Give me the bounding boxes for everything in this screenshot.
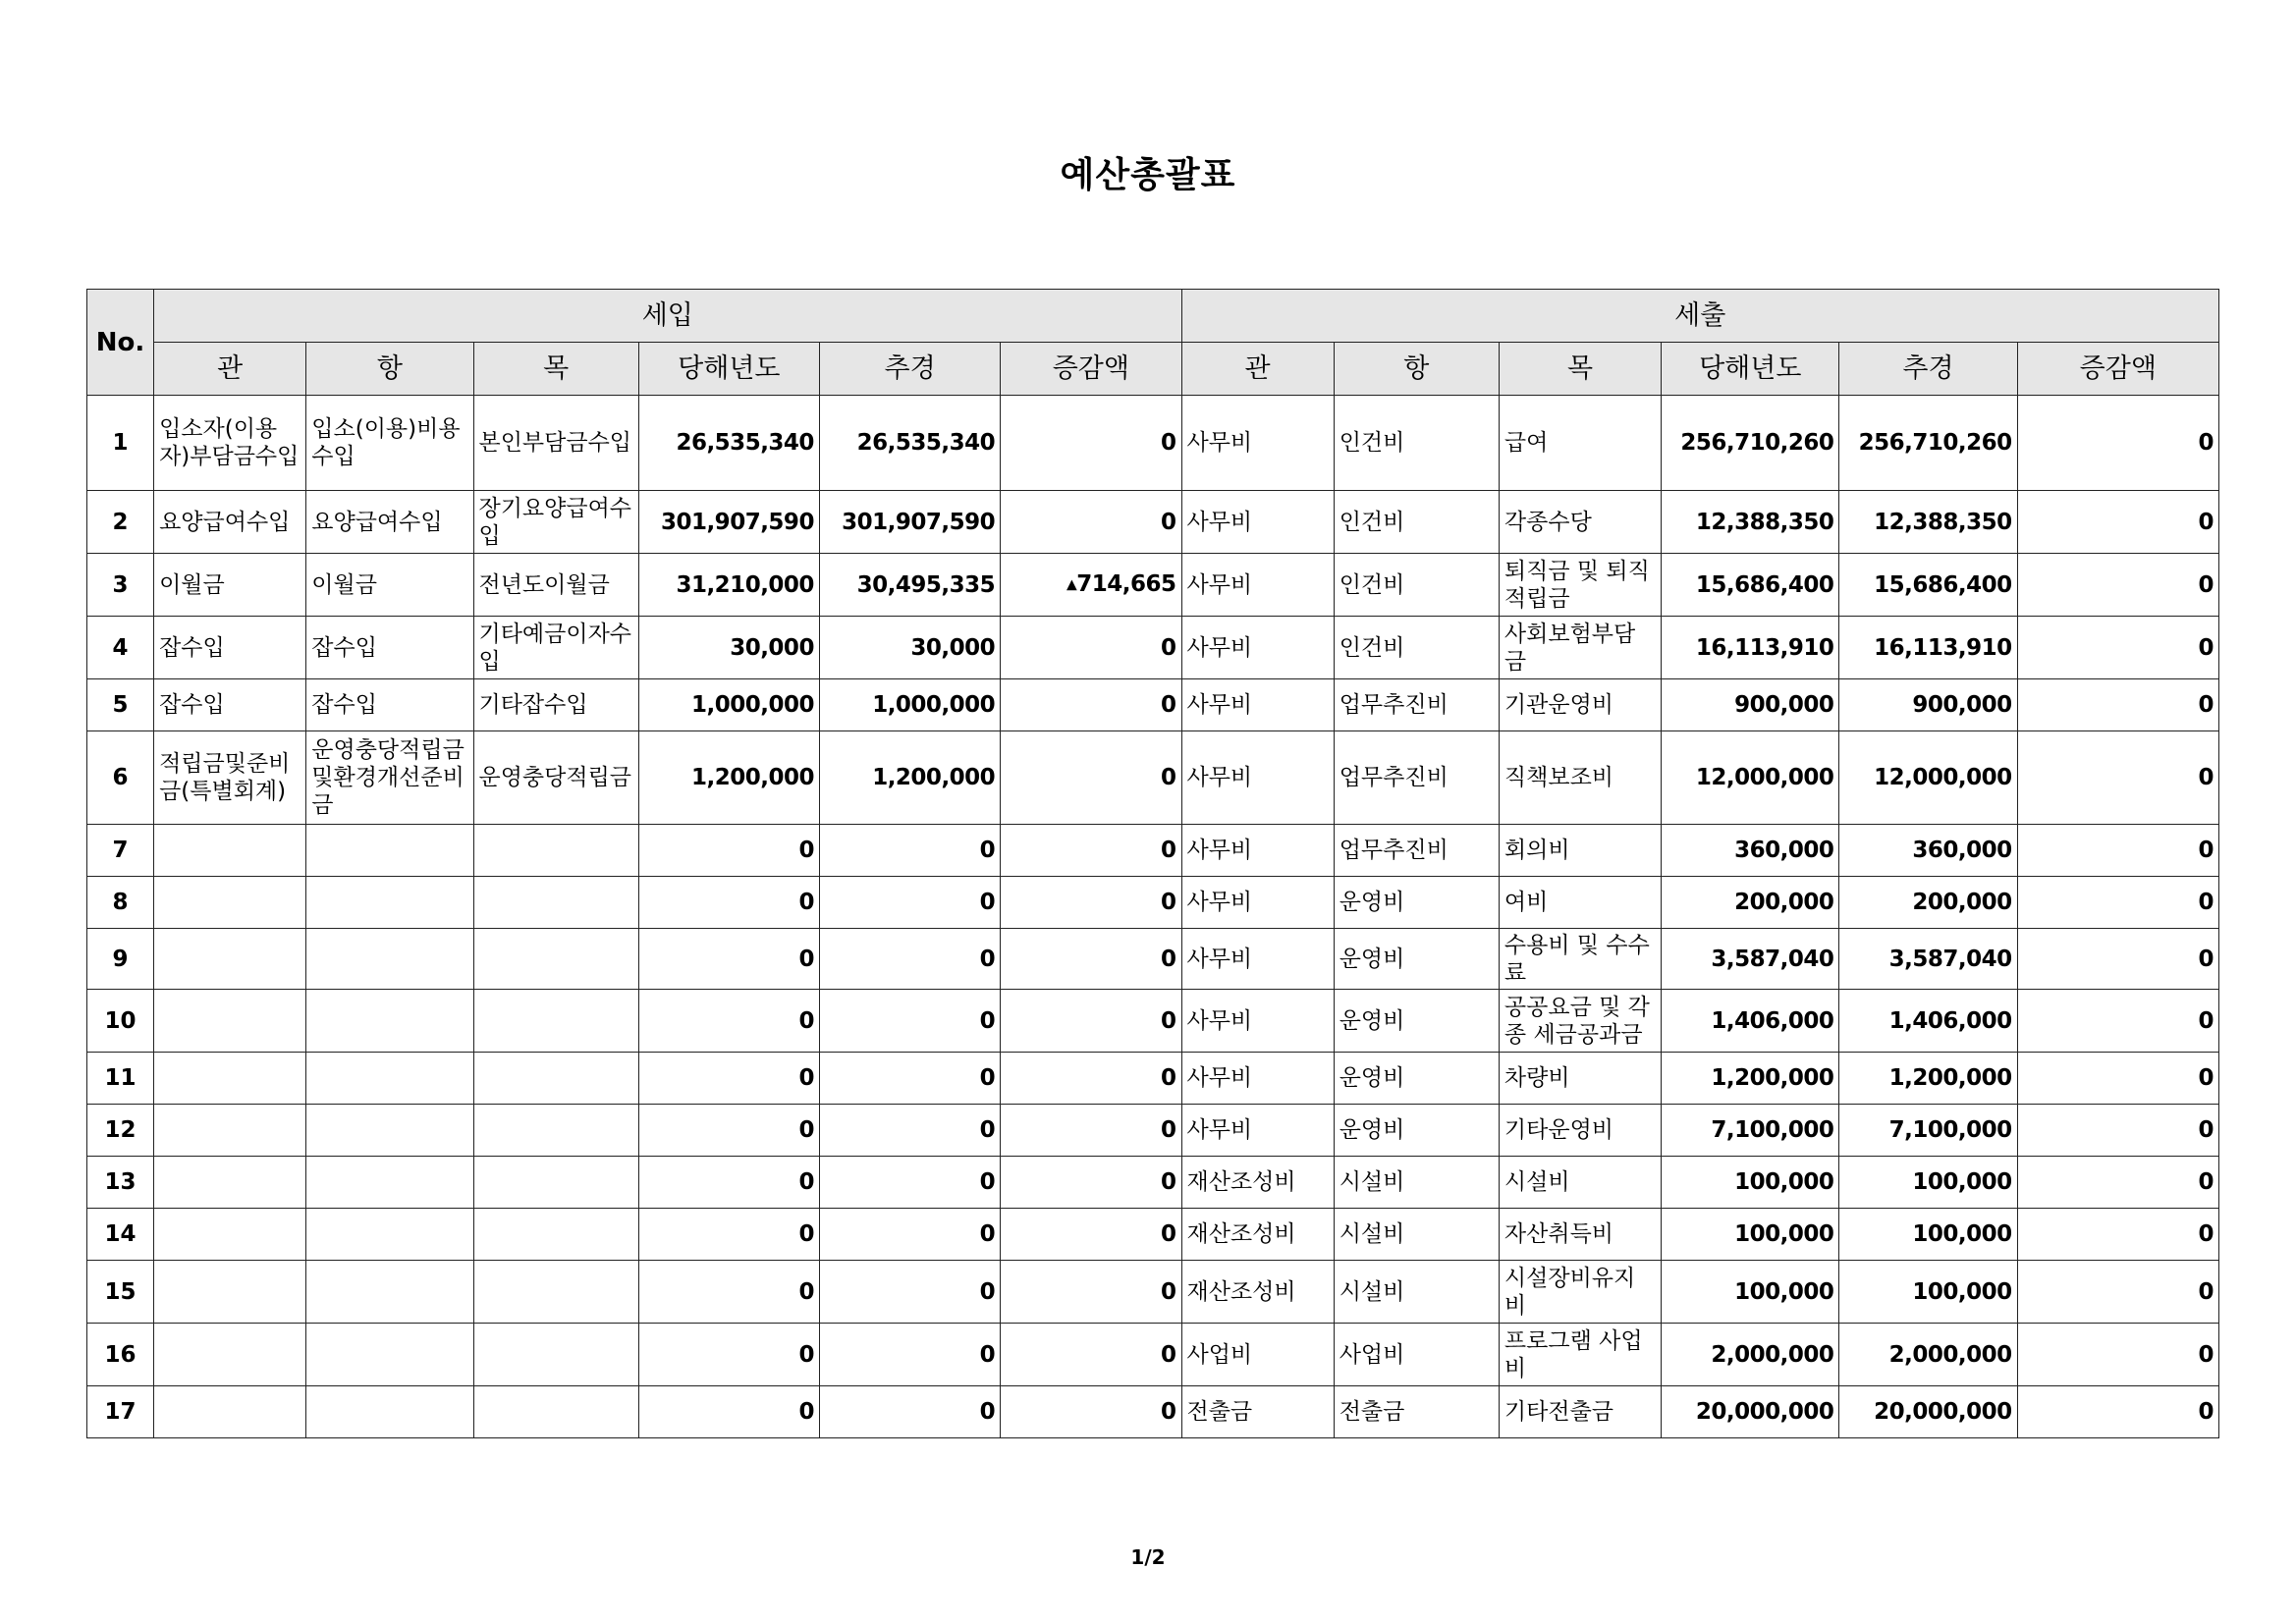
table-row — [87, 1261, 2219, 1324]
cell-i-gwan — [154, 825, 306, 877]
table-row — [87, 877, 2219, 929]
cell-no: 4 — [87, 617, 154, 679]
cell-i-hang — [306, 1105, 473, 1157]
cell-i-sup: 0 — [819, 1386, 1000, 1438]
cell-e-mok: 각종수당 — [1499, 491, 1661, 554]
cell-i-sup: 1,200,000 — [819, 731, 1000, 825]
table-row — [87, 679, 2219, 731]
cell-i-gwan: 이월금 — [154, 554, 306, 617]
cell-e-cur: 15,686,400 — [1662, 554, 1839, 617]
cell-i-sup: 1,000,000 — [819, 679, 1000, 731]
cell-e-mok: 퇴직금 및 퇴직적립금 — [1499, 554, 1661, 617]
cell-e-cur: 256,710,260 — [1662, 396, 1839, 491]
cell-e-gwan: 사무비 — [1181, 990, 1334, 1053]
cell-e-diff: 0 — [2017, 491, 2218, 554]
decrease-triangle-icon: ▲ — [1066, 576, 1077, 593]
cell-i-mok: 본인부담금수입 — [473, 396, 638, 491]
cell-e-mok: 사회보험부담금 — [1499, 617, 1661, 679]
table-row — [87, 825, 2219, 877]
cell-e-diff: 0 — [2017, 731, 2218, 825]
cell-e-diff: 0 — [2017, 617, 2218, 679]
cell-no: 6 — [87, 731, 154, 825]
table-row — [87, 1105, 2219, 1157]
cell-i-diff: 0 — [1001, 1105, 1181, 1157]
cell-i-sup: 0 — [819, 1209, 1000, 1261]
cell-i-cur: 0 — [638, 929, 819, 990]
cell-i-gwan: 잡수입 — [154, 679, 306, 731]
cell-i-mok — [473, 990, 638, 1053]
cell-value: 714,665 — [1076, 571, 1176, 598]
cell-i-diff: 0 — [1001, 990, 1181, 1053]
cell-i-mok — [473, 1386, 638, 1438]
cell-e-diff: 0 — [2017, 990, 2218, 1053]
cell-i-gwan — [154, 1105, 306, 1157]
cell-i-mok: 기타잡수입 — [473, 679, 638, 731]
table-row — [87, 1324, 2219, 1386]
cell-i-hang — [306, 1053, 473, 1105]
cell-e-cur: 900,000 — [1662, 679, 1839, 731]
table-row — [87, 1053, 2219, 1105]
cell-e-sup: 900,000 — [1839, 679, 2017, 731]
cell-i-hang — [306, 990, 473, 1053]
cell-no: 7 — [87, 825, 154, 877]
header-no: No. — [87, 290, 154, 396]
cell-e-hang: 운영비 — [1334, 877, 1499, 929]
cell-i-cur: 1,000,000 — [638, 679, 819, 731]
cell-e-cur: 100,000 — [1662, 1261, 1839, 1324]
cell-e-gwan: 전출금 — [1181, 1386, 1334, 1438]
cell-i-sup: 0 — [819, 1324, 1000, 1386]
cell-i-diff: 0 — [1001, 929, 1181, 990]
cell-i-gwan — [154, 1157, 306, 1209]
cell-i-diff: 0 — [1001, 1324, 1181, 1386]
cell-i-hang: 잡수입 — [306, 679, 473, 731]
cell-e-sup: 2,000,000 — [1839, 1324, 2017, 1386]
cell-e-sup: 256,710,260 — [1839, 396, 2017, 491]
cell-i-cur: 26,535,340 — [638, 396, 819, 491]
cell-e-sup: 12,000,000 — [1839, 731, 2017, 825]
cell-e-hang: 시설비 — [1334, 1261, 1499, 1324]
cell-i-cur: 301,907,590 — [638, 491, 819, 554]
cell-e-hang: 업무추진비 — [1334, 679, 1499, 731]
cell-e-hang: 인건비 — [1334, 491, 1499, 554]
cell-i-hang — [306, 1324, 473, 1386]
cell-i-cur: 0 — [638, 1386, 819, 1438]
cell-e-mok: 기타전출금 — [1499, 1386, 1661, 1438]
cell-no: 16 — [87, 1324, 154, 1386]
cell-i-gwan — [154, 1053, 306, 1105]
cell-e-sup: 1,406,000 — [1839, 990, 2017, 1053]
table-row — [87, 1209, 2219, 1261]
cell-e-diff: 0 — [2017, 1386, 2218, 1438]
cell-i-diff: 0 — [1001, 617, 1181, 679]
cell-no: 1 — [87, 396, 154, 491]
cell-i-sup: 0 — [819, 877, 1000, 929]
cell-e-sup: 200,000 — [1839, 877, 2017, 929]
cell-i-diff: 0 — [1001, 825, 1181, 877]
cell-e-gwan: 사무비 — [1181, 1105, 1334, 1157]
cell-no: 9 — [87, 929, 154, 990]
cell-e-diff: 0 — [2017, 929, 2218, 990]
table-row — [87, 617, 2219, 679]
cell-e-diff: 0 — [2017, 1209, 2218, 1261]
cell-e-diff: 0 — [2017, 1053, 2218, 1105]
cell-i-diff: 0 — [1001, 1209, 1181, 1261]
cell-i-cur: 0 — [638, 990, 819, 1053]
cell-i-sup: 0 — [819, 1157, 1000, 1209]
cell-e-gwan: 사무비 — [1181, 877, 1334, 929]
cell-e-sup: 100,000 — [1839, 1157, 2017, 1209]
cell-e-cur: 12,000,000 — [1662, 731, 1839, 825]
cell-e-mok: 기타운영비 — [1499, 1105, 1661, 1157]
cell-e-sup: 15,686,400 — [1839, 554, 2017, 617]
cell-i-gwan: 요양급여수입 — [154, 491, 306, 554]
cell-e-hang: 사업비 — [1334, 1324, 1499, 1386]
cell-e-hang: 전출금 — [1334, 1386, 1499, 1438]
cell-i-mok — [473, 1261, 638, 1324]
cell-i-hang: 운영충당적립금및환경개선준비금 — [306, 731, 473, 825]
cell-e-mok: 수용비 및 수수료 — [1499, 929, 1661, 990]
cell-e-gwan: 사무비 — [1181, 554, 1334, 617]
header-income-mok: 목 — [473, 343, 638, 396]
cell-i-mok — [473, 1053, 638, 1105]
table-row — [87, 396, 2219, 491]
header-expense: 세출 — [1181, 290, 2219, 343]
cell-i-diff — [1001, 554, 1181, 617]
cell-e-cur: 100,000 — [1662, 1157, 1839, 1209]
cell-e-cur: 12,388,350 — [1662, 491, 1839, 554]
cell-i-cur: 0 — [638, 1324, 819, 1386]
cell-e-mok: 시설비 — [1499, 1157, 1661, 1209]
cell-i-hang — [306, 825, 473, 877]
cell-e-hang: 업무추진비 — [1334, 825, 1499, 877]
header-expense-supplementary: 추경 — [1839, 343, 2017, 396]
cell-e-cur: 1,200,000 — [1662, 1053, 1839, 1105]
cell-i-gwan — [154, 1209, 306, 1261]
cell-e-diff: 0 — [2017, 1157, 2218, 1209]
cell-e-mok: 자산취득비 — [1499, 1209, 1661, 1261]
cell-no: 2 — [87, 491, 154, 554]
cell-e-gwan: 사무비 — [1181, 731, 1334, 825]
header-income-supplementary: 추경 — [819, 343, 1000, 396]
header-expense-gwan: 관 — [1181, 343, 1334, 396]
header-expense-mok: 목 — [1499, 343, 1661, 396]
cell-e-gwan: 재산조성비 — [1181, 1157, 1334, 1209]
cell-i-hang — [306, 1261, 473, 1324]
cell-e-gwan: 사무비 — [1181, 929, 1334, 990]
cell-e-mok: 차량비 — [1499, 1053, 1661, 1105]
cell-i-gwan — [154, 990, 306, 1053]
cell-i-diff: 0 — [1001, 679, 1181, 731]
header-income-hang: 항 — [306, 343, 473, 396]
cell-i-mok: 기타예금이자수입 — [473, 617, 638, 679]
cell-no: 17 — [87, 1386, 154, 1438]
cell-i-mok — [473, 877, 638, 929]
cell-i-hang — [306, 929, 473, 990]
cell-e-gwan: 사무비 — [1181, 491, 1334, 554]
cell-e-mok: 회의비 — [1499, 825, 1661, 877]
header-income-current: 당해년도 — [638, 343, 819, 396]
cell-e-diff: 0 — [2017, 554, 2218, 617]
cell-no: 14 — [87, 1209, 154, 1261]
cell-i-sup: 0 — [819, 1053, 1000, 1105]
cell-e-mok: 급여 — [1499, 396, 1661, 491]
header-income-difference: 증감액 — [1001, 343, 1181, 396]
cell-i-mok — [473, 1105, 638, 1157]
header-income: 세입 — [154, 290, 1181, 343]
cell-e-hang: 인건비 — [1334, 617, 1499, 679]
cell-e-sup: 1,200,000 — [1839, 1053, 2017, 1105]
cell-e-cur: 100,000 — [1662, 1209, 1839, 1261]
cell-i-mok — [473, 929, 638, 990]
cell-i-mok: 운영충당적립금 — [473, 731, 638, 825]
cell-e-gwan: 사업비 — [1181, 1324, 1334, 1386]
cell-e-mok: 직책보조비 — [1499, 731, 1661, 825]
cell-e-diff: 0 — [2017, 1261, 2218, 1324]
cell-e-mok: 프로그램 사업비 — [1499, 1324, 1661, 1386]
cell-e-diff: 0 — [2017, 396, 2218, 491]
cell-e-sup: 7,100,000 — [1839, 1105, 2017, 1157]
header-expense-hang: 항 — [1334, 343, 1499, 396]
cell-i-cur: 31,210,000 — [638, 554, 819, 617]
cell-e-hang: 업무추진비 — [1334, 731, 1499, 825]
cell-i-mok — [473, 1157, 638, 1209]
cell-e-sup: 3,587,040 — [1839, 929, 2017, 990]
cell-no: 15 — [87, 1261, 154, 1324]
header-expense-difference: 증감액 — [2017, 343, 2218, 396]
cell-e-cur: 7,100,000 — [1662, 1105, 1839, 1157]
cell-e-gwan: 사무비 — [1181, 825, 1334, 877]
cell-i-hang — [306, 1157, 473, 1209]
cell-e-mok: 여비 — [1499, 877, 1661, 929]
cell-i-hang — [306, 877, 473, 929]
cell-e-hang: 인건비 — [1334, 396, 1499, 491]
cell-e-gwan: 사무비 — [1181, 1053, 1334, 1105]
cell-e-sup: 360,000 — [1839, 825, 2017, 877]
cell-e-hang: 인건비 — [1334, 554, 1499, 617]
table-row — [87, 990, 2219, 1053]
cell-e-sup: 20,000,000 — [1839, 1386, 2017, 1438]
cell-i-gwan: 적립금및준비금(특별회계) — [154, 731, 306, 825]
cell-i-cur: 30,000 — [638, 617, 819, 679]
cell-i-cur: 0 — [638, 877, 819, 929]
cell-e-cur: 3,587,040 — [1662, 929, 1839, 990]
table-row — [87, 929, 2219, 990]
cell-i-cur: 0 — [638, 1053, 819, 1105]
cell-e-cur: 16,113,910 — [1662, 617, 1839, 679]
cell-i-cur: 0 — [638, 1105, 819, 1157]
cell-e-hang: 운영비 — [1334, 1053, 1499, 1105]
cell-i-hang: 입소(이용)비용수입 — [306, 396, 473, 491]
cell-e-cur: 20,000,000 — [1662, 1386, 1839, 1438]
cell-e-diff: 0 — [2017, 877, 2218, 929]
cell-i-sup: 30,000 — [819, 617, 1000, 679]
cell-e-mok: 공공요금 및 각종 세금공과금 — [1499, 990, 1661, 1053]
cell-e-diff: 0 — [2017, 1105, 2218, 1157]
cell-i-sup: 26,535,340 — [819, 396, 1000, 491]
cell-no: 10 — [87, 990, 154, 1053]
cell-i-gwan: 입소자(이용자)부담금수입 — [154, 396, 306, 491]
cell-i-mok — [473, 1324, 638, 1386]
cell-e-sup: 100,000 — [1839, 1261, 2017, 1324]
cell-i-cur: 1,200,000 — [638, 731, 819, 825]
cell-i-cur: 0 — [638, 1157, 819, 1209]
cell-i-gwan — [154, 1324, 306, 1386]
cell-e-diff: 0 — [2017, 1324, 2218, 1386]
cell-i-hang — [306, 1386, 473, 1438]
cell-e-gwan: 사무비 — [1181, 617, 1334, 679]
cell-i-hang: 요양급여수입 — [306, 491, 473, 554]
cell-i-sup: 0 — [819, 1105, 1000, 1157]
cell-e-gwan: 사무비 — [1181, 679, 1334, 731]
cell-no: 12 — [87, 1105, 154, 1157]
cell-i-mok: 장기요양급여수입 — [473, 491, 638, 554]
cell-e-hang: 운영비 — [1334, 929, 1499, 990]
cell-e-cur: 1,406,000 — [1662, 990, 1839, 1053]
cell-i-gwan — [154, 1386, 306, 1438]
page-number: 1/2 — [1130, 1545, 1166, 1569]
cell-i-hang — [306, 1209, 473, 1261]
header-income-gwan: 관 — [154, 343, 306, 396]
header-expense-current: 당해년도 — [1662, 343, 1839, 396]
cell-i-diff: 0 — [1001, 731, 1181, 825]
cell-i-mok: 전년도이월금 — [473, 554, 638, 617]
table-row — [87, 1386, 2219, 1438]
cell-e-gwan: 사무비 — [1181, 396, 1334, 491]
cell-e-sup: 100,000 — [1839, 1209, 2017, 1261]
cell-i-gwan — [154, 1261, 306, 1324]
cell-e-hang: 시설비 — [1334, 1157, 1499, 1209]
cell-i-diff: 0 — [1001, 877, 1181, 929]
cell-e-gwan: 재산조성비 — [1181, 1261, 1334, 1324]
cell-i-sup: 301,907,590 — [819, 491, 1000, 554]
cell-i-cur: 0 — [638, 1261, 819, 1324]
cell-i-mok — [473, 1209, 638, 1261]
table-row — [87, 491, 2219, 554]
cell-i-gwan — [154, 929, 306, 990]
document-title: 예산총괄표 — [1060, 155, 1236, 195]
cell-i-cur: 0 — [638, 825, 819, 877]
cell-i-hang: 잡수입 — [306, 617, 473, 679]
cell-i-mok — [473, 825, 638, 877]
cell-e-mok: 시설장비유지비 — [1499, 1261, 1661, 1324]
cell-no: 8 — [87, 877, 154, 929]
cell-i-diff: 0 — [1001, 1157, 1181, 1209]
cell-e-hang: 시설비 — [1334, 1209, 1499, 1261]
table-row — [87, 731, 2219, 825]
cell-i-cur: 0 — [638, 1209, 819, 1261]
cell-e-sup: 16,113,910 — [1839, 617, 2017, 679]
cell-e-cur: 2,000,000 — [1662, 1324, 1839, 1386]
cell-no: 5 — [87, 679, 154, 731]
cell-e-mok: 기관운영비 — [1499, 679, 1661, 731]
cell-i-diff: 0 — [1001, 1053, 1181, 1105]
cell-i-diff: 0 — [1001, 1261, 1181, 1324]
cell-no: 3 — [87, 554, 154, 617]
cell-e-diff: 0 — [2017, 825, 2218, 877]
cell-i-sup: 0 — [819, 1261, 1000, 1324]
cell-e-gwan: 재산조성비 — [1181, 1209, 1334, 1261]
cell-no: 13 — [87, 1157, 154, 1209]
cell-i-diff: 0 — [1001, 396, 1181, 491]
cell-i-sup: 0 — [819, 990, 1000, 1053]
table-row — [87, 1157, 2219, 1209]
cell-e-cur: 360,000 — [1662, 825, 1839, 877]
cell-i-sup: 0 — [819, 825, 1000, 877]
cell-e-hang: 운영비 — [1334, 1105, 1499, 1157]
cell-e-cur: 200,000 — [1662, 877, 1839, 929]
cell-e-diff: 0 — [2017, 679, 2218, 731]
table-row — [87, 554, 2219, 617]
budget-summary-table — [86, 289, 2219, 1438]
cell-i-sup: 30,495,335 — [819, 554, 1000, 617]
cell-i-hang: 이월금 — [306, 554, 473, 617]
cell-i-gwan: 잡수입 — [154, 617, 306, 679]
cell-i-sup: 0 — [819, 929, 1000, 990]
cell-i-gwan — [154, 877, 306, 929]
cell-i-diff: 0 — [1001, 1386, 1181, 1438]
cell-e-sup: 12,388,350 — [1839, 491, 2017, 554]
cell-i-diff: 0 — [1001, 491, 1181, 554]
cell-no: 11 — [87, 1053, 154, 1105]
cell-e-hang: 운영비 — [1334, 990, 1499, 1053]
